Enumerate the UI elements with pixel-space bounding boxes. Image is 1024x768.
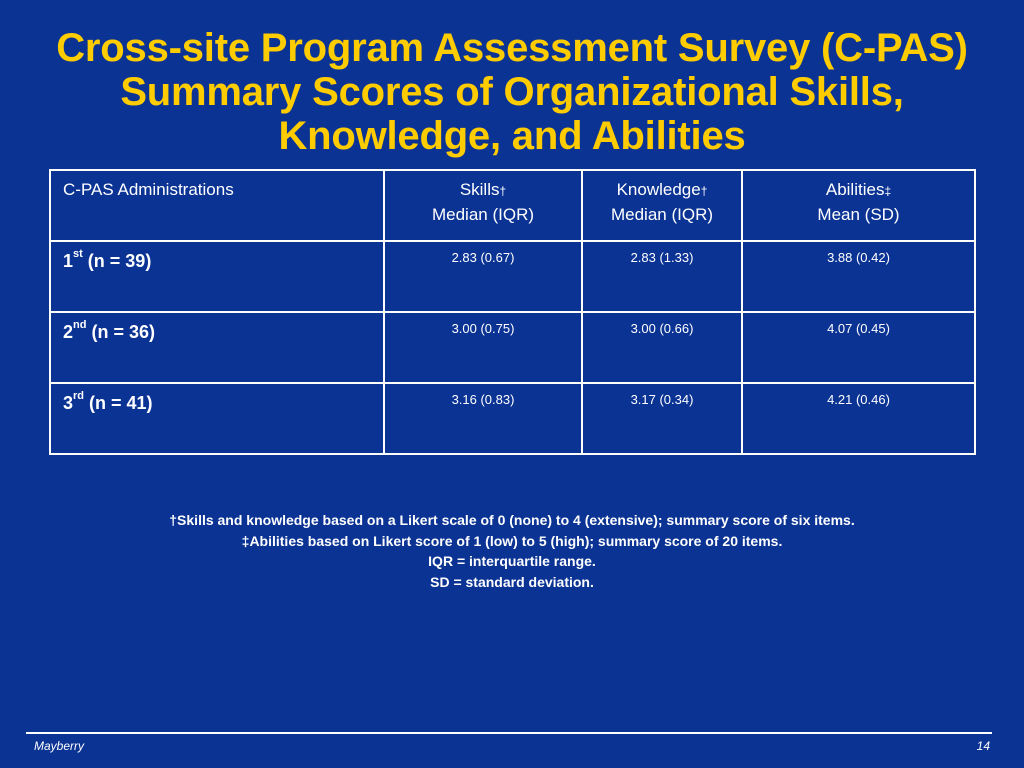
administration-number: 3 — [63, 393, 74, 413]
knowledge-value: 2.83 (1.33) — [582, 241, 742, 312]
abilities-value: 4.07 (0.45) — [742, 312, 975, 383]
sample-size: (n = 36) — [86, 322, 155, 342]
slide-number: 14 — [976, 739, 990, 753]
header-abilities-footnote-mark: ‡ — [884, 184, 892, 198]
skills-value: 2.83 (0.67) — [384, 241, 582, 312]
abilities-value: 3.88 (0.42) — [742, 241, 975, 312]
header-skills-footnote-mark: † — [499, 184, 507, 198]
ordinal-suffix: rd — [73, 390, 85, 402]
footnotes — [0, 510, 1024, 592]
knowledge-value: 3.00 (0.66) — [582, 312, 742, 383]
header-skills-label: Skills — [459, 180, 500, 199]
skills-value: 3.16 (0.83) — [384, 383, 582, 454]
administration-number: 2 — [63, 322, 74, 342]
footnote-skills-knowledge: †Skills and knowledge based on a Likert scale of 0 (none) to 4 (extensive); summary score of six items. — [169, 512, 855, 528]
header-administrations — [50, 170, 384, 241]
table-row — [50, 312, 975, 383]
sample-size: (n = 39) — [82, 251, 152, 271]
row-administration-label — [50, 312, 384, 383]
footer-divider — [26, 732, 992, 734]
skills-value: 3.00 (0.75) — [384, 312, 582, 383]
scores-table — [49, 169, 976, 455]
header-knowledge — [582, 170, 742, 241]
header-knowledge-stat: Median (IQR) — [610, 205, 714, 224]
header-abilities-stat: Mean (SD) — [817, 205, 900, 224]
table-header-row — [50, 170, 975, 241]
footer-author: Mayberry — [34, 739, 85, 753]
knowledge-value: 3.17 (0.34) — [582, 383, 742, 454]
header-knowledge-footnote-mark: † — [700, 184, 708, 198]
header-knowledge-label: Knowledge — [616, 180, 701, 199]
scores-table-container — [49, 169, 974, 455]
abilities-value: 4.21 (0.46) — [742, 383, 975, 454]
administration-number: 1 — [63, 251, 74, 271]
footnote-sd: SD = standard deviation. — [430, 573, 594, 590]
header-administrations-label: C-PAS Administrations — [63, 180, 234, 199]
header-abilities-label: Abilities — [825, 180, 885, 199]
table-row — [50, 241, 975, 312]
ordinal-suffix: st — [73, 248, 83, 260]
table-row — [50, 383, 975, 454]
header-skills — [384, 170, 582, 241]
row-administration-label — [50, 241, 384, 312]
row-administration-label — [50, 383, 384, 454]
header-abilities — [742, 170, 975, 241]
footnote-iqr: IQR = interquartile range. — [428, 553, 596, 569]
sample-size: (n = 41) — [84, 393, 153, 413]
header-skills-stat: Median (IQR) — [431, 205, 535, 224]
ordinal-suffix: nd — [73, 319, 87, 331]
slide-title: Cross-site Program Assessment Survey (C-PAS) Summary Scores of Organizational Skills, Knowledge, and Abilities — [56, 26, 968, 158]
footnote-abilities: ‡Abilities based on Likert score of 1 (low) to 5 (high); summary score of 20 items. — [241, 532, 783, 549]
